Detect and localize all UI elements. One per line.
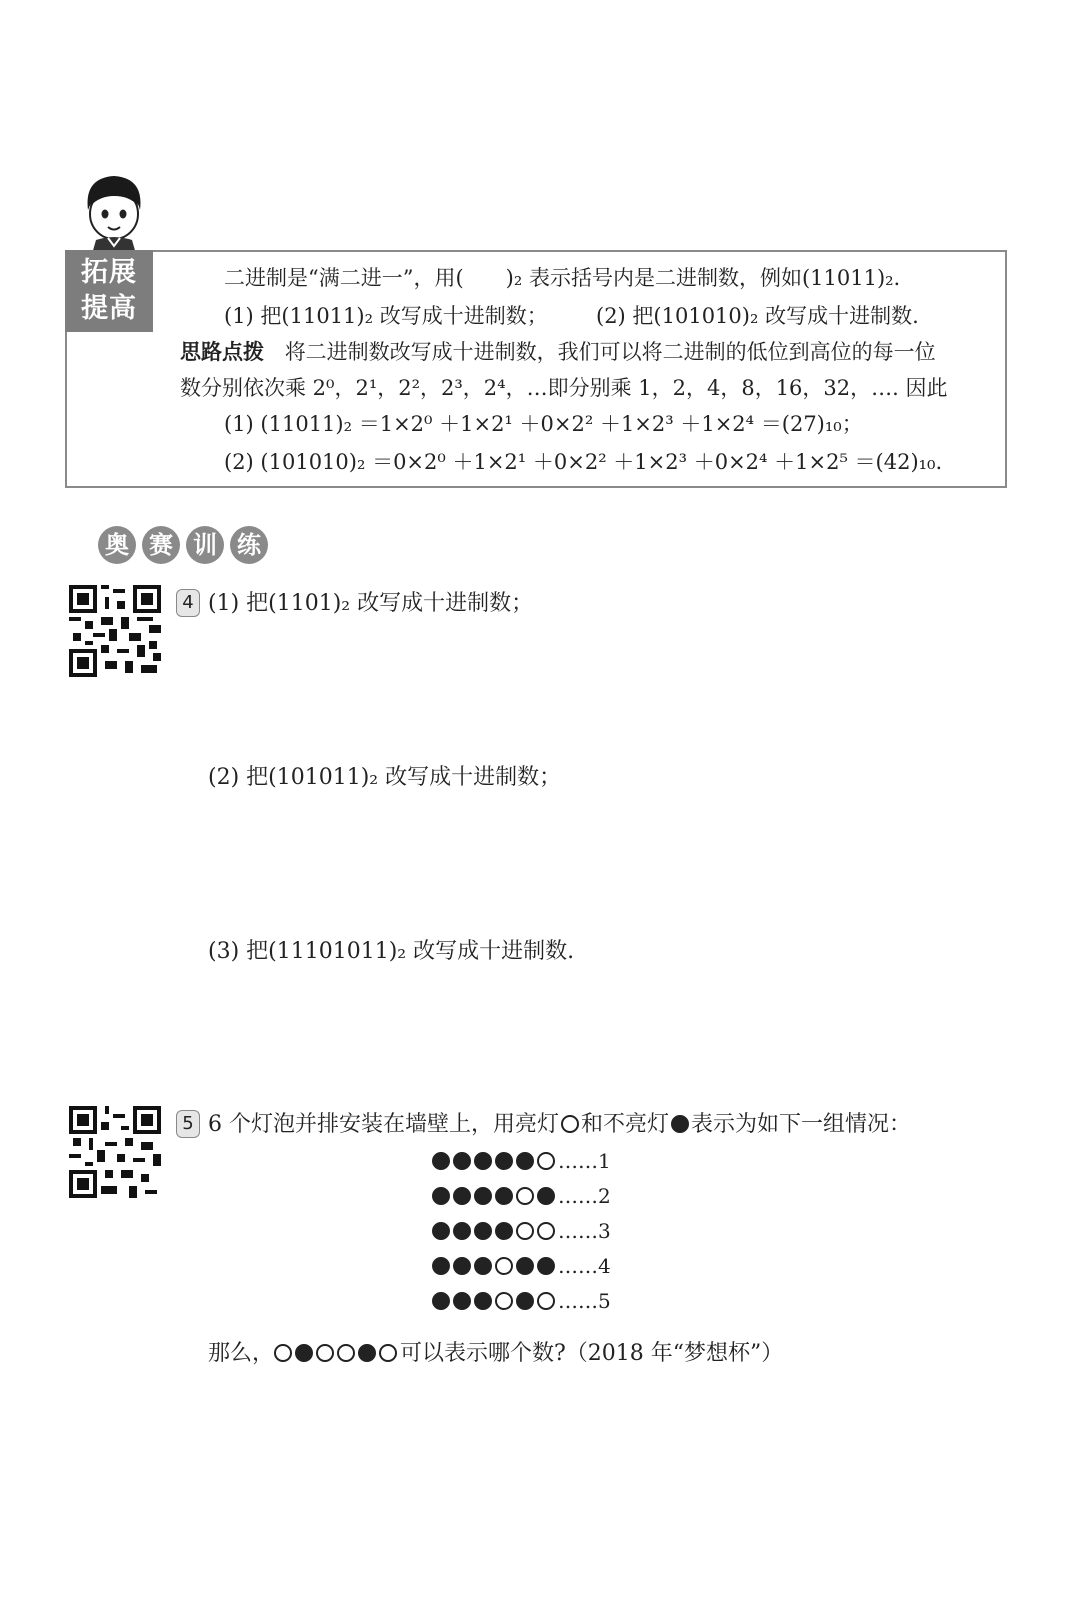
unlit-bulb-icon [474, 1222, 492, 1240]
bulb-pattern-label: ……2 [558, 1184, 611, 1208]
q5-text-c: 表示为如下一组情况： [691, 1112, 912, 1137]
unlit-bulb-icon [453, 1152, 471, 1170]
q5-question-b: 可以表示哪个数?（2018 年“梦想杯”） [400, 1341, 784, 1366]
unlit-bulb-icon [495, 1187, 513, 1205]
tag-line-2: 提高 [81, 293, 137, 324]
bulb-pattern-label: ……4 [558, 1254, 611, 1278]
q5-question [208, 1336, 783, 1367]
unlit-bulb-icon [537, 1257, 555, 1275]
unlit-bulb-icon [671, 1115, 689, 1133]
bulb-pattern-list [432, 1149, 611, 1324]
lit-bulb-icon [316, 1344, 334, 1362]
bulb-pattern-row [432, 1289, 611, 1324]
q5-text-a: 6 个灯泡并排安装在墙壁上，用亮灯 [208, 1112, 559, 1137]
solution-2: (2) (101010)₂ ＝0×2⁰ ＋1×2¹ ＋0×2² ＋1×2³ ＋0×2⁴ ＋1×2⁵ ＝(42)₁₀. [224, 450, 943, 474]
unlit-bulb-icon [358, 1344, 376, 1362]
unlit-bulb-icon [432, 1187, 450, 1205]
bulb-pattern-label: ……1 [558, 1149, 611, 1173]
unlit-bulb-icon [495, 1152, 513, 1170]
lit-bulb-icon [495, 1257, 513, 1275]
lit-bulb-icon [379, 1344, 397, 1362]
lit-bulb-icon [516, 1187, 534, 1205]
q4-part-3: (3) 把(11101011)₂ 改写成十进制数. [208, 939, 575, 964]
q5-text-b: 和不亮灯 [581, 1112, 670, 1137]
qr-code-icon[interactable] [69, 1106, 161, 1198]
bulb-pattern-label: ……3 [558, 1219, 611, 1243]
unlit-bulb-icon [495, 1222, 513, 1240]
q5-number: 5 [176, 1110, 200, 1138]
bulb-pattern-row [432, 1254, 611, 1289]
heading-char-3: 训 [186, 526, 224, 564]
intro-text: 二进制是“满二进一”，用( )₂ 表示括号内是二进制数，例如(11011)₂. [224, 266, 901, 290]
q4-part-1-text: (1) 把(1101)₂ 改写成十进制数； [208, 591, 534, 616]
q4-part-2: (2) 把(101011)₂ 改写成十进制数； [208, 765, 562, 790]
unlit-bulb-icon [474, 1152, 492, 1170]
task-1-text: (1) 把(11011)₂ 改写成十进制数； [224, 304, 548, 328]
unlit-bulb-icon [453, 1257, 471, 1275]
task-2-text: (2) 把(101010)₂ 改写成十进制数. [596, 304, 919, 328]
lit-bulb-icon [537, 1222, 555, 1240]
bulb-pattern-row [432, 1149, 611, 1184]
unlit-bulb-icon [537, 1187, 555, 1205]
bulb-pattern-row [432, 1219, 611, 1254]
tag-line-1: 拓展 [81, 257, 137, 288]
qr-code-icon[interactable] [69, 585, 161, 677]
lit-bulb-icon [561, 1115, 579, 1133]
unlit-bulb-icon [432, 1292, 450, 1310]
heading-char-1: 奥 [98, 526, 136, 564]
lit-bulb-icon [337, 1344, 355, 1362]
unlit-bulb-icon [474, 1257, 492, 1275]
unlit-bulb-icon [516, 1257, 534, 1275]
unlit-bulb-icon [432, 1222, 450, 1240]
unlit-bulb-icon [295, 1344, 313, 1362]
unlit-bulb-icon [474, 1292, 492, 1310]
q5-question-a: 那么， [208, 1341, 275, 1366]
bulb-pattern-label: ……5 [558, 1289, 611, 1313]
unlit-bulb-icon [432, 1257, 450, 1275]
q5-question-pattern [274, 1341, 400, 1366]
lit-bulb-icon [274, 1344, 292, 1362]
lit-bulb-icon [495, 1292, 513, 1310]
boy-mascot-icon [74, 170, 154, 254]
unlit-bulb-icon [516, 1292, 534, 1310]
lit-bulb-icon [516, 1222, 534, 1240]
q4-part-1 [176, 586, 533, 617]
unlit-bulb-icon [474, 1187, 492, 1205]
heading-char-4: 练 [230, 526, 268, 564]
hint-text-2a: 数分别依次乘 2⁰，2¹，2²，2³，2⁴，…即分别乘 1，2，4，8，16，32，… [180, 376, 893, 400]
unlit-bulb-icon [453, 1222, 471, 1240]
heading-char-2: 赛 [142, 526, 180, 564]
hint-text-2b: 因此 [905, 376, 948, 400]
lit-bulb-icon [537, 1152, 555, 1170]
extension-tag [65, 250, 153, 332]
hint-text-1: 将二进制数改写成十进制数，我们可以将二进制的低位到高位的每一位 [284, 340, 936, 364]
unlit-bulb-icon [453, 1292, 471, 1310]
q4-number: 4 [176, 589, 200, 617]
unlit-bulb-icon [453, 1187, 471, 1205]
section-heading [98, 526, 268, 564]
lit-bulb-icon [537, 1292, 555, 1310]
q5-prompt [176, 1107, 911, 1138]
solution-1: (1) (11011)₂ ＝1×2⁰ ＋1×2¹ ＋0×2² ＋1×2³ ＋1×2⁴ ＝(27)₁₀； [224, 412, 863, 436]
hint-label: 思路点拨 [180, 340, 264, 364]
unlit-bulb-icon [432, 1152, 450, 1170]
bulb-pattern-row [432, 1184, 611, 1219]
unlit-bulb-icon [516, 1152, 534, 1170]
